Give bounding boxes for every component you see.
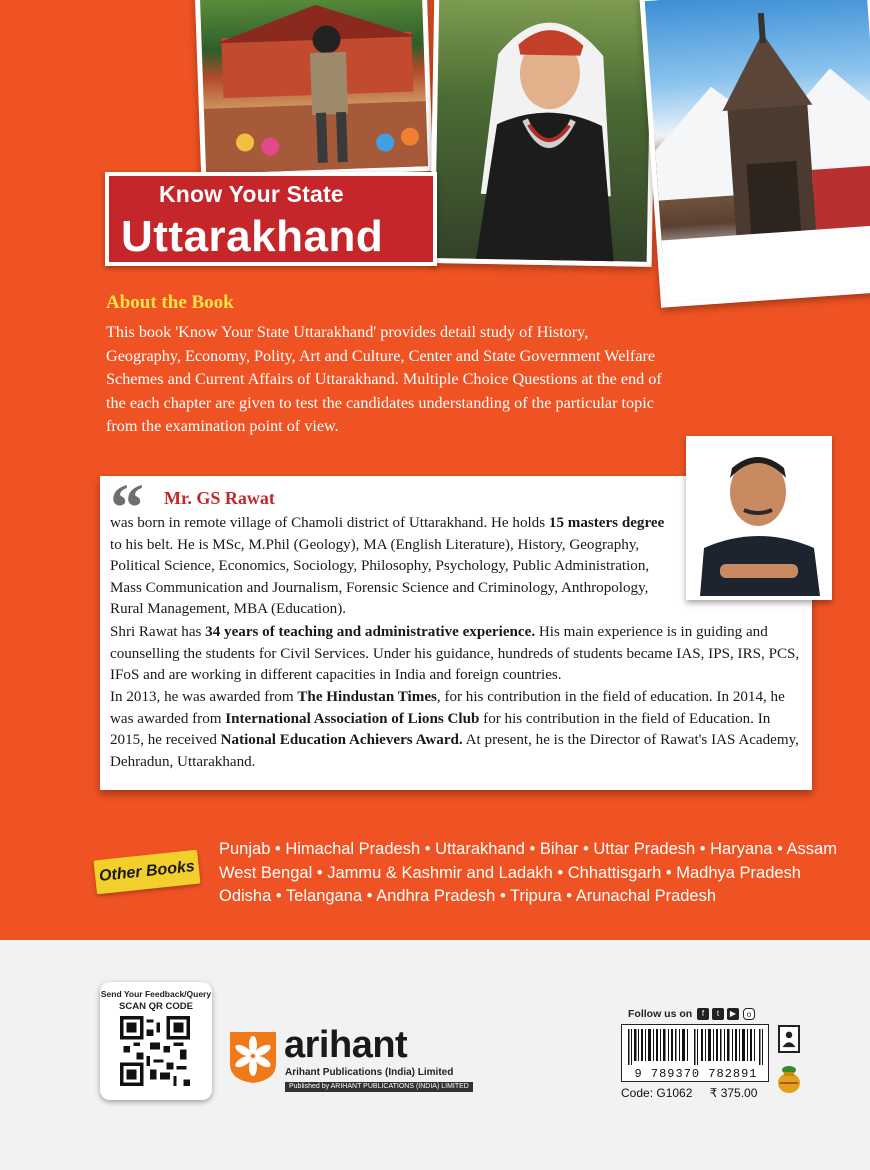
- other-books-list: [219, 838, 839, 909]
- kalash-pot-icon: [776, 1064, 802, 1094]
- twitter-icon[interactable]: t: [712, 1008, 724, 1020]
- festival-scene-illustration: [200, 0, 433, 179]
- publisher-subtitle: Arihant Publications (India) Limited: [285, 1067, 454, 1078]
- other-books-line: Punjab • Himachal Pradesh • Uttarakhand • Bihar • Uttar Pradesh • Haryana • Assam: [219, 840, 837, 858]
- barcode-bars-icon: [626, 1029, 766, 1065]
- traditional-woman-photo: [430, 0, 657, 267]
- barcode: [621, 1024, 769, 1082]
- about-heading: About the Book: [106, 292, 234, 313]
- instagram-icon[interactable]: o: [743, 1008, 755, 1020]
- other-books-line: Odisha • Telangana • Andhra Pradesh • Tripura • Arunachal Pradesh: [219, 887, 717, 905]
- title-block: [105, 172, 437, 266]
- author-bio-paragraph: was born in remote village of Chamoli district of Uttarakhand. He holds 15 masters degree to his belt. He is MSc, M.Phil (Geology), MA (English Literature), History, Geography, Political Science, Economics, Sociology, Philosophy, Psychology, Public Administration, Mass Communication and Journalism, Forensic Science and Criminology, Anthropology, Rural Management, MBA (Education).: [110, 515, 665, 618]
- arihant-logo-icon: [228, 1030, 278, 1084]
- other-books-line: West Bengal • Jammu & Kashmir and Ladakh • Chhattisgarh • Madhya Pradesh: [219, 863, 801, 882]
- author-awards-paragraph: In 2013, he was awarded from The Hindustan Times, for his contribution in the field of education. In 2014, he was awarded from International Association of Lions Club for his contribution in the field of Education. In 2015, he received National Education Achievers Award. At present, he is the Director of Rawat's IAS Academy, Dehradun, Uttarakhand.: [110, 689, 799, 770]
- follow-us-label: Follow us on: [628, 1008, 693, 1020]
- quote-mark-icon: “: [110, 469, 144, 545]
- author-photo: [686, 436, 832, 600]
- price: ₹ 375.00: [709, 1086, 758, 1100]
- product-code: Code: G1062: [621, 1086, 693, 1100]
- publisher-published-by: Published by ARIHANT PUBLICATIONS (INDIA) LIMITED: [285, 1082, 473, 1092]
- author-name: Mr. GS Rawat: [164, 488, 275, 508]
- qr-code-icon[interactable]: [120, 1016, 190, 1086]
- facebook-icon[interactable]: f: [697, 1008, 709, 1020]
- about-text: This book 'Know Your State Uttarakhand' provides detail study of History, Geography, Economy, Polity, Art and Culture, Center and State Government Welfare Schemes and Current Affairs of Uttarakhand. Multiple Choice Questions at the end of the each chapter are given to test the candidates understanding of the particular topic from the examination point of view.: [106, 323, 662, 436]
- series-title: Know Your State: [159, 181, 344, 207]
- other-books-badge: [94, 850, 201, 895]
- temple-illustration: [645, 0, 870, 308]
- price-line: [621, 1086, 757, 1100]
- barcode-digits: 9 789370 782891: [634, 1067, 758, 1081]
- festival-photo: [195, 0, 433, 179]
- youtube-icon[interactable]: ▶: [727, 1008, 739, 1020]
- woman-illustration: [435, 0, 657, 267]
- qr-caption-scan: SCAN QR CODE: [119, 1001, 193, 1012]
- meditation-emblem-icon: [778, 1025, 800, 1053]
- other-books-label: Other Books: [98, 858, 196, 885]
- author-experience-paragraph: Shri Rawat has 34 years of teaching and administrative experience. His main experience is in guiding and counselling the students for Civil Services. Under his guidance, hundreds of students became IAS, IPS, IRS, PCS, IFoS and are working in different capacities in India and foreign countries.: [110, 624, 800, 684]
- mountain-temple-photo: [639, 0, 870, 308]
- book-title: Uttarakhand: [121, 212, 384, 261]
- qr-card: [100, 982, 212, 1100]
- author-portrait-illustration: [690, 440, 828, 596]
- publisher-brand: arihant: [284, 1024, 408, 1066]
- qr-caption-feedback: Send Your Feedback/Query: [100, 989, 212, 999]
